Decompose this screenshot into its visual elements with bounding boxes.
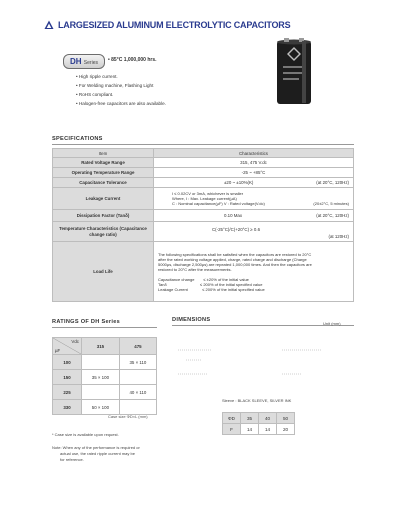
capacitance-cell: 150 [53, 370, 82, 385]
row-label: Leakage Current [53, 188, 154, 210]
note-line: Note: When any of the performance is required or [52, 445, 140, 450]
dimension-header-cell: 50 [277, 413, 295, 424]
table-row [53, 400, 157, 415]
dimension-drawing [172, 336, 354, 394]
row-value-line: Leakage Current ≤ 200% of the initial specified value [158, 286, 265, 292]
size-cell: 35 × 100 [82, 370, 120, 385]
corner-label-capacitance: µF [55, 348, 61, 353]
note-line: for reference. [60, 457, 84, 462]
size-cell [82, 355, 120, 370]
size-cell [119, 370, 156, 385]
series-name: DH [70, 57, 82, 66]
dimension-header-cell: 35 [241, 413, 259, 424]
column-header-item: Item [53, 149, 154, 158]
row-value-cell [154, 222, 354, 242]
row-value-line: C : Nominal capacitance(µF) V : Rated voltage(V.dc) [172, 201, 265, 206]
dimensions-title: DIMENSIONS [172, 317, 211, 323]
capacitor-photo [275, 38, 313, 108]
table-row [53, 242, 354, 302]
row-value-cell [154, 178, 354, 188]
row-value: C(-25°C)/C(+20°C) ≥ 0.6 [212, 227, 261, 232]
row-value: 0.10 Max [224, 213, 243, 218]
size-cell [82, 385, 120, 400]
column-header-characteristics: Characteristics [154, 149, 354, 158]
dimension-cell: 14 [241, 424, 259, 435]
ratings-table [52, 337, 157, 415]
row-value: ±20 ~ ±10%(K) [224, 180, 254, 185]
note-line: actual use, the rated ripple current may be [60, 451, 135, 456]
row-label: Load Life [53, 242, 154, 302]
table-row [53, 158, 354, 168]
size-cell: 35 × 110 [119, 355, 156, 370]
series-badge [63, 54, 105, 69]
table-row [53, 210, 354, 222]
row-value-cell [154, 188, 354, 210]
row-condition: (at 120Hz) [328, 234, 349, 239]
row-value-line: Tanδ ≤ 200% of the initial specified value [158, 281, 263, 287]
corner-cell [53, 338, 82, 355]
row-label: Capacitance Tolerance [53, 178, 154, 188]
dimension-header-cell: 40 [259, 413, 277, 424]
footnote: * Case size is available upon request. [52, 432, 119, 437]
dimension-header-cell: ΦD [223, 413, 241, 424]
table-row [53, 355, 157, 370]
row-value-cell [154, 210, 354, 222]
row-value-line: The following specifications shall be satisfied when the capacitors are restored to 20°C [158, 251, 312, 257]
table-row [223, 424, 295, 435]
capacitance-cell: 225 [53, 385, 82, 400]
company-logo-icon [44, 20, 54, 30]
row-value-line: Where, I : Max. Leakage current(µA) [172, 196, 237, 201]
table-row [53, 385, 157, 400]
size-cell [119, 400, 156, 415]
feature-list [76, 72, 166, 108]
row-label: Dissipation Factor (Tanδ) [53, 210, 154, 222]
row-label: Temperature Characteristics (Capacitance change ratio) [53, 222, 154, 242]
specifications-title: SPECIFICATIONS [52, 136, 103, 142]
row-value-line: restored to 20°C after the measurements. [158, 266, 232, 272]
feature-item: • RoHS compliant. [76, 92, 114, 97]
column-header-voltage: 475 [119, 338, 156, 355]
table-row [53, 178, 354, 188]
unit-label: Unit (mm) [323, 321, 341, 326]
dimensions-table [222, 412, 295, 435]
dimension-cell: 20 [277, 424, 295, 435]
row-value: -25 ~ +85°C [154, 168, 354, 178]
row-condition: (20±2°C, 5 minutes) [313, 201, 349, 206]
table-header-row [53, 149, 354, 158]
capacitance-cell: 330 [53, 400, 82, 415]
table-row [53, 370, 157, 385]
dimension-cell: 14 [259, 424, 277, 435]
dimension-leader-icon [178, 350, 322, 374]
row-value-cell [154, 242, 354, 302]
row-label: Operating Temperature Range [53, 168, 154, 178]
section-divider [52, 327, 157, 328]
row-label: Rated Voltage Range [53, 158, 154, 168]
table-row [53, 188, 354, 210]
dimension-row-label: F [223, 424, 241, 435]
case-size-note: Case size ΦD×L (mm) [108, 414, 148, 419]
corner-label-voltage: Vdc [71, 339, 79, 344]
row-condition: (at 20°C, 120Hz) [316, 213, 349, 218]
section-divider [52, 144, 354, 145]
size-cell: 40 × 110 [119, 385, 156, 400]
feature-item: • Halogen-free capacitors are also available. [76, 101, 166, 106]
series-suffix: Series [83, 60, 98, 66]
feature-item: • High ripple current. [76, 74, 118, 79]
table-header-row [53, 338, 157, 355]
table-row [53, 222, 354, 242]
size-cell: 50 × 100 [82, 400, 120, 415]
row-value-line: I ≤ 0.02CV or 3mA, whichever is smaller [172, 191, 244, 196]
page-title: LARGESIZED ALUMINUM ELECTROLYTIC CAPACITORS [58, 20, 291, 30]
row-value-line: Capacitance change ≤ ±20% of the initial value [158, 276, 249, 282]
row-value-line: 5000µs, discharge 2,500µs) are repeated 1,000,000 times. And then the capacitors are [158, 261, 312, 267]
capacitance-cell: 100 [53, 355, 82, 370]
specifications-table [52, 148, 354, 302]
ratings-title: RATINGS OF DH Series [52, 319, 121, 325]
row-value: 315, 475 V.dc [154, 158, 354, 168]
row-condition: (at 20°C, 120Hz) [316, 180, 349, 185]
table-row [53, 168, 354, 178]
table-header-row [223, 413, 295, 424]
feature-item: • For Welding machine, Flashing Light [76, 83, 154, 88]
sleeve-label: Sleeve : BLACK SLEEVE, SILVER INK [222, 398, 292, 403]
series-subtitle: • 85°C 1,000,000 hrs. [108, 57, 157, 63]
column-header-voltage: 315 [82, 338, 120, 355]
row-value-line: after the rated working voltage applied, charge, rated charge and discharge (Charge [158, 256, 307, 262]
